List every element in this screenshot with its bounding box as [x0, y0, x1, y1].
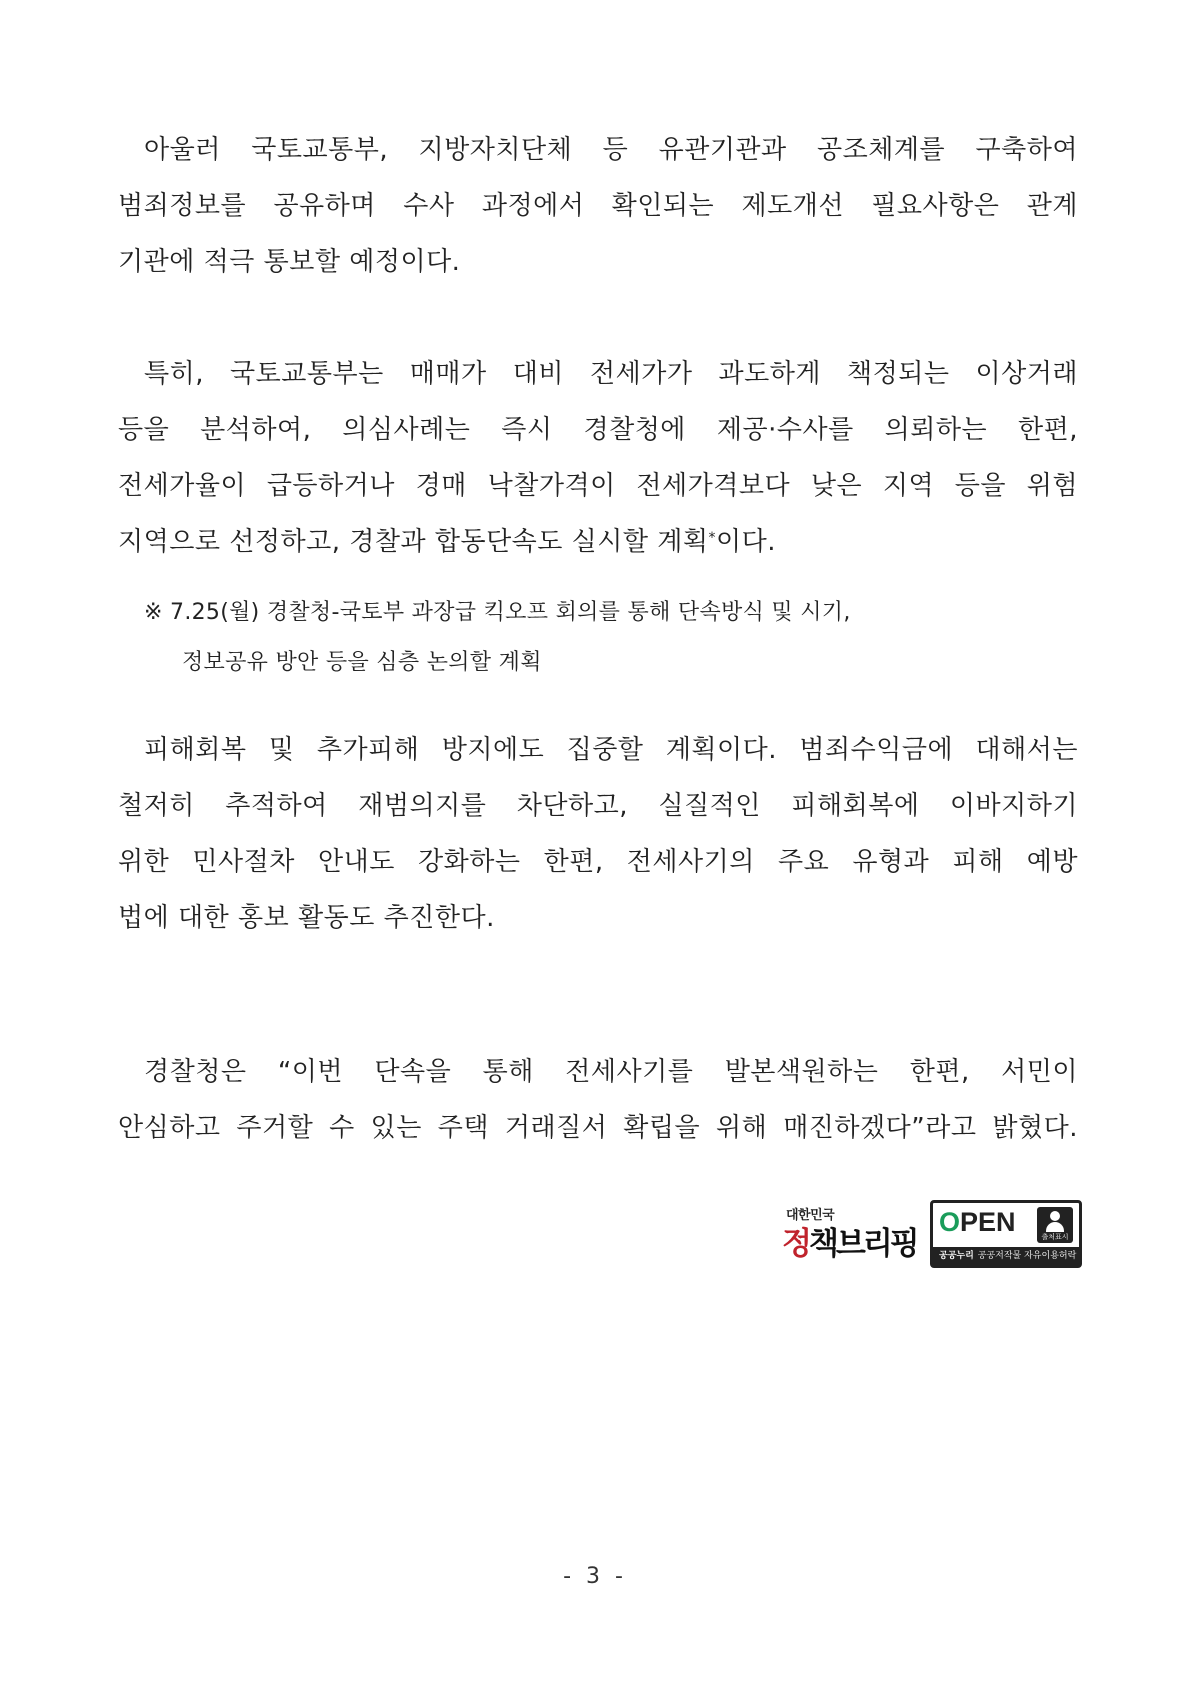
note-line: 정보공유 방안 등을 심층 논의할 계획 [182, 650, 542, 675]
policy-briefing-logo [782, 1202, 922, 1268]
briefing-logo-red-char: 정 [782, 1226, 809, 1262]
footnote-mark: * [708, 530, 717, 546]
paragraph-police-statement [118, 1044, 1078, 1156]
open-logo-text [939, 1207, 1016, 1238]
text-line: 아울러 국토교통부, 지방자치단체 등 유관기관과 공조체계를 구축하여 [144, 135, 1078, 165]
text-line: 범죄정보를 공유하며 수사 과정에서 확인되는 제도개선 필요사항은 관계 [118, 191, 1078, 221]
briefing-logo-small-text: 대한민국 [786, 1208, 835, 1223]
text-line: 특히, 국토교통부는 매매가 대비 전세가가 과도하게 책정되는 이상거래 [144, 359, 1078, 389]
attribution-person-icon [1037, 1207, 1073, 1243]
text-line: 위한 민사절차 안내도 강화하는 한편, 전세사기의 주요 유형과 피해 예방 [118, 847, 1078, 877]
attribution-caption: 출처표시 [1041, 1233, 1069, 1241]
briefing-logo-text [782, 1218, 917, 1263]
text-segment: 이다. [716, 527, 777, 557]
note-line: ※ 7.25(월) 경찰청-국토부 과장급 킥오프 회의를 통해 단속방식 및 시기, [144, 600, 851, 625]
open-bar-bold: 공공누리 [939, 1251, 974, 1261]
logo-area [782, 1200, 1082, 1270]
paragraph-cooperation [118, 122, 1078, 290]
text-line: 등을 분석하여, 의심사례는 즉시 경찰청에 제공·수사를 의뢰하는 한편, [118, 415, 1078, 445]
text-line: 경찰청은 “이번 단속을 통해 전세사기를 발본색원하는 한편, 서민이 [144, 1057, 1078, 1087]
text-line: 안심하고 주거할 수 있는 주택 거래질서 확립을 위해 매진하겠다”라고 밝혔다. [118, 1113, 1078, 1143]
open-logo-rest: PEN [960, 1207, 1016, 1237]
text-line: 철저히 추적하여 재범의지를 차단하고, 실질적인 피해회복에 이바지하기 [118, 791, 1078, 821]
reference-note [144, 588, 1044, 688]
kogl-open-license-logo [930, 1200, 1082, 1268]
text-line: 전세가율이 급등하거나 경매 낙찰가격이 전세가격보다 낮은 지역 등을 위험 [118, 471, 1078, 501]
paragraph-molit-analysis [118, 346, 1078, 570]
open-bar-text: 공공저작물 자유이용허락 [977, 1251, 1077, 1261]
page-number: - 3 - [563, 1564, 627, 1589]
paragraph-damage-recovery [118, 722, 1078, 946]
text-line-with-footnote [118, 514, 1078, 570]
text-line: 법에 대한 홍보 활동도 추진한다. [118, 903, 495, 933]
text-line: 피해회복 및 추가피해 방지에도 집중할 계획이다. 범죄수익금에 대해서는 [144, 735, 1078, 765]
text-line: 기관에 적극 통보할 예정이다. [118, 247, 461, 277]
open-logo-bar [933, 1247, 1079, 1265]
open-logo-o: O [939, 1207, 961, 1237]
text-segment: 지역으로 선정하고, 경찰과 합동단속도 실시할 계획 [118, 527, 709, 557]
briefing-logo-rest: 책브리핑 [808, 1226, 917, 1262]
